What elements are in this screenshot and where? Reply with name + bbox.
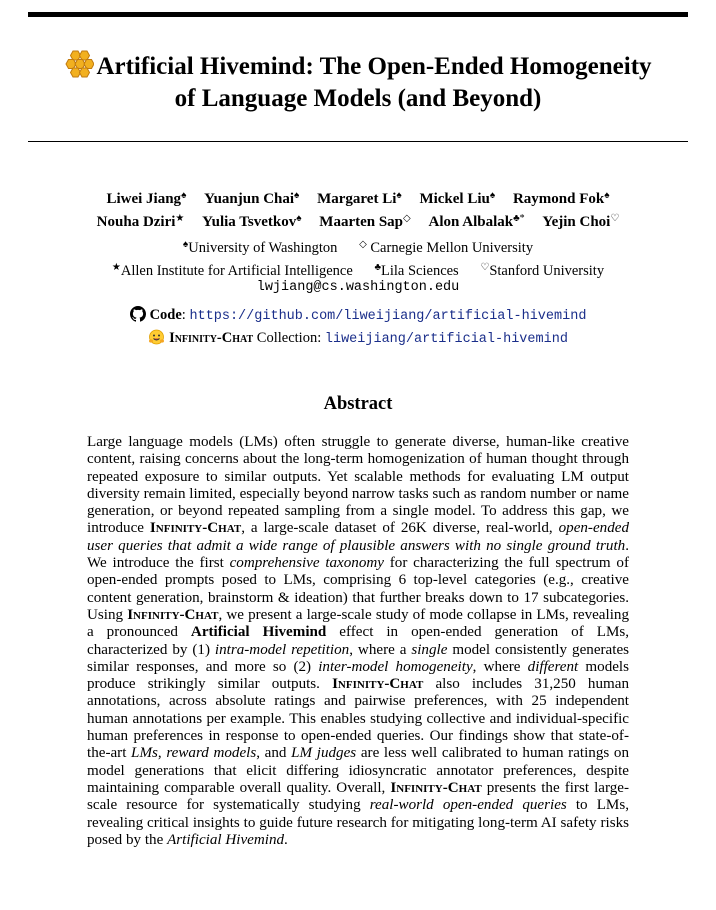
title-line-1: Artificial Hivemind: The Open-Ended Homogeneity	[96, 53, 652, 80]
abstract-text: models produce strikingly similar outputs.	[87, 658, 630, 693]
affiliation: ◇ Carnegie Mellon University	[359, 239, 534, 256]
abstract-text: Large language models (LMs) often struggle to generate diverse, human-like creative content, raising concerns about the long-term homogenization of human thought through repeated exposure to similar outputs. Yet scalable methods for evaluating LM output diversity remain limited, especially beyond narrow tasks such as random number or name generation, or beyond repeated sampling from a single model. To address this gap, we introduce	[87, 434, 629, 537]
abstract-emphasis: LM judges	[291, 745, 357, 762]
author: Yejin Choi♡	[542, 213, 620, 230]
abstract-text: effect in open-ended generation of LMs, characterized by (1)	[87, 624, 630, 658]
abstract-text: .	[284, 831, 288, 848]
affiliation: ★Allen Institute for Artificial Intelligence	[111, 262, 353, 279]
abstract-text: are less well calibrated to human ratings on model generations that elicit differing idiosyncratic annotator preferences, despite maintaining comparable overall quality. Overall,	[87, 745, 630, 796]
abstract-emphasis: intra-model repetition	[214, 641, 350, 658]
abstract-text: , a large-scale dataset of 26K diverse, real-world,	[241, 520, 559, 537]
contact-email[interactable]: lwjiang@cs.washington.edu	[256, 280, 460, 295]
abstract-text: . We introduce the first	[87, 537, 629, 572]
abstract-emphasis: Infinity-Chat	[332, 676, 424, 693]
affiliation: ♠University of Washington	[182, 239, 338, 256]
collection-link[interactable]: liweijiang/artificial-hivemind	[324, 332, 568, 347]
honeycomb-icon	[64, 50, 94, 78]
collection-link-line: Infinity-Chat Collection: liweijiang/artificial-hivemind	[28, 329, 688, 347]
abstract-emphasis: Infinity-Chat	[127, 606, 219, 623]
paper-title	[28, 50, 688, 115]
abstract-emphasis: LMs	[131, 745, 158, 762]
author: Nouha Dziri★	[96, 213, 185, 230]
abstract-text: , where	[472, 658, 528, 675]
github-icon	[130, 306, 146, 322]
abstract-emphasis: real-world open-ended queries	[369, 797, 567, 814]
title-rule	[28, 141, 688, 142]
author-list	[28, 186, 688, 232]
code-link-line: Code: https://github.com/liweijiang/artificial-hivemind	[28, 306, 688, 324]
abstract-text: for characterizing the full spectrum of open-ended prompts posed to LMs, comprising 6 top-level categories (e.g., creative content generation, brainstorm & ideation) that further breaks down to 17 subcategories. Using	[87, 555, 629, 623]
author-row-1	[28, 186, 688, 209]
abstract-paragraph	[87, 434, 629, 849]
collection-name: Infinity-Chat	[169, 330, 254, 346]
author: Margaret Li♠	[317, 190, 402, 207]
author: Mickel Liu♠	[419, 190, 496, 207]
author: Yuanjun Chai♠	[204, 190, 300, 207]
abstract-text: model consistently generates similar responses, and more so (2)	[87, 641, 630, 675]
abstract-emphasis: Artificial Hivemind	[190, 624, 327, 641]
abstract-text: presents the first large-scale resource for systematically studying	[87, 779, 629, 814]
abstract-emphasis: different	[527, 658, 579, 675]
abstract-emphasis: comprehensive taxonomy	[229, 555, 384, 572]
abstract-text: , and	[256, 745, 292, 762]
code-url-link[interactable]: https://github.com/liweijiang/artificial-hivemind	[189, 309, 587, 324]
abstract-text: to LMs, revealing critical insights to guide future research for mitigating long-term AI safety risks posed by the	[87, 797, 629, 848]
affiliation: ♡Stanford University	[480, 262, 605, 279]
abstract-emphasis: Infinity-Chat	[149, 520, 242, 537]
affiliation: ♣Lila Sciences	[374, 262, 459, 279]
abstract-emphasis: Infinity-Chat	[390, 779, 482, 796]
abstract-text: , we present a large-scale study of mode collapse in LMs, revealing a pronounced	[87, 606, 629, 641]
abstract-text: ,	[157, 745, 167, 762]
abstract-heading: Abstract	[323, 394, 393, 414]
author: Liwei Jiang♠	[106, 190, 187, 207]
title-line-2: of Language Models (and Beyond)	[174, 85, 542, 112]
author: Yulia Tsvetkov♠	[202, 213, 302, 230]
collection-label: Collection	[253, 330, 318, 346]
affiliations	[28, 235, 688, 281]
hugging-face-icon	[148, 329, 165, 345]
abstract-emphasis: inter-model homogeneity	[318, 658, 473, 675]
abstract-text: , where a	[349, 641, 412, 658]
author-row-2	[28, 209, 688, 232]
code-label: Code	[149, 307, 182, 323]
abstract-emphasis: reward models	[166, 745, 257, 762]
abstract-text: also includes 31,250 human annotations, across absolute ratings and pairwise preferences, with 25 independent human annotations per example. This enables studying collective and individual-specific human preferences in response to open-ended queries. Our findings show that state-of-the-art	[87, 676, 629, 762]
author: Raymond Fok♠	[512, 190, 610, 207]
abstract-emphasis: Artificial Hivemind	[167, 831, 285, 848]
abstract-emphasis: single	[411, 641, 448, 658]
top-rule	[28, 12, 688, 17]
author: Maarten Sap◇	[319, 213, 411, 230]
abstract-emphasis: open-ended user queries that admit a wide range of plausible answers with no single ground truth	[87, 520, 629, 554]
author: Alon Albalak♣*	[428, 213, 525, 230]
abstract-body	[87, 434, 629, 849]
